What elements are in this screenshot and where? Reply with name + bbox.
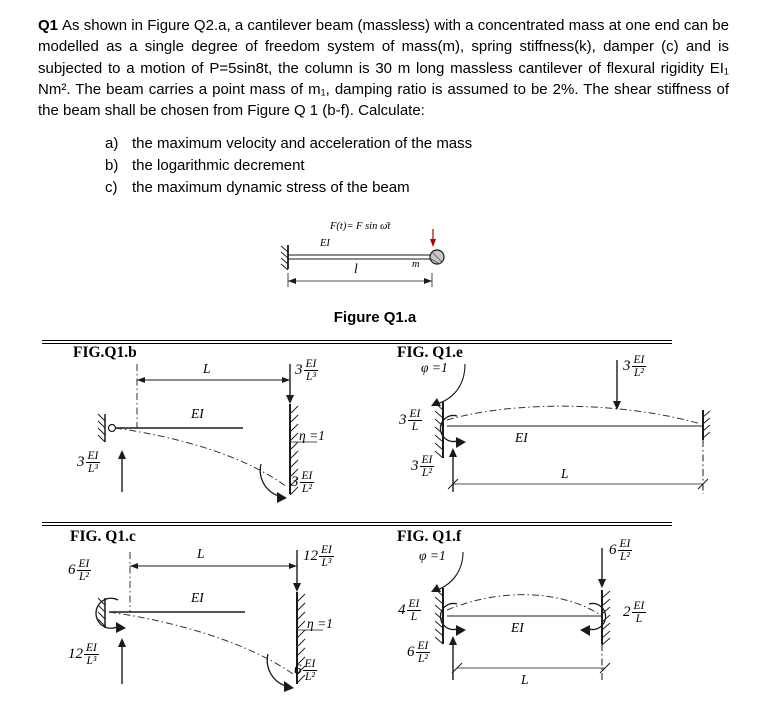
near-moment-arrow (440, 603, 466, 636)
reaction-label (407, 640, 430, 666)
figure-title: FIG. Q1.c (70, 527, 136, 545)
reaction-label (68, 642, 99, 668)
denominator: L² (620, 551, 630, 564)
figure-title: FIG. Q1.f (397, 527, 462, 545)
question-number: Q1 (38, 17, 59, 34)
denominator: L² (422, 467, 432, 480)
denominator: L² (634, 367, 644, 380)
denominator: L³ (321, 557, 332, 570)
fraction (632, 600, 647, 626)
list-item-label: c) (105, 178, 118, 196)
coefficient: 12 (303, 548, 318, 565)
fig-q1e-panel (395, 344, 755, 522)
tip-force-arrow (286, 364, 294, 404)
fig-q1e-diagram (395, 344, 755, 522)
left-support (435, 588, 443, 644)
question-paragraph (38, 15, 729, 121)
end-moment-arrow (267, 654, 294, 692)
denominator: L² (302, 483, 312, 496)
near-moment-label (398, 598, 421, 624)
unit-displacement-label: η =1 (299, 427, 325, 443)
coefficient: 6 (609, 542, 617, 559)
figure-row-2 (42, 526, 763, 726)
reaction-arrow (449, 448, 457, 492)
denominator: L² (418, 653, 428, 666)
list-item (105, 155, 763, 177)
coefficient: 3 (399, 412, 407, 429)
point-mass (430, 250, 444, 264)
coefficient: 6 (294, 662, 302, 679)
numerator: EI (408, 597, 420, 610)
force-function-label: F(t)= F sin ω̄t (330, 220, 391, 232)
reaction-arrow (118, 450, 126, 492)
tip-force-arrow (293, 550, 301, 592)
numerator: EI (417, 639, 429, 652)
fraction (86, 450, 101, 476)
figure-q1a-diagram (270, 220, 480, 305)
tip-force-arrow (598, 548, 606, 588)
numerator: EI (305, 357, 317, 370)
span-length-label: L (203, 360, 211, 376)
tip-force-label (609, 538, 632, 564)
fig-q1c-panel (65, 526, 395, 726)
dimension-line (452, 663, 610, 673)
deflection-curve (447, 594, 599, 613)
numerator: EI (304, 657, 316, 670)
force-arrow (430, 229, 436, 247)
denominator: L² (79, 571, 89, 584)
numerator: EI (301, 469, 313, 482)
reaction-arrow (449, 636, 457, 680)
list-item (105, 177, 763, 199)
end-moment-label (294, 658, 317, 684)
fig-q1f-diagram (395, 526, 755, 726)
numerator: EI (321, 543, 332, 556)
fraction (407, 598, 422, 624)
numerator: EI (78, 557, 90, 570)
coefficient: 3 (77, 454, 85, 471)
coefficient: 3 (295, 362, 303, 379)
denominator: L³ (86, 655, 97, 668)
fraction (304, 358, 319, 384)
moment-arrow (96, 598, 126, 633)
numerator: EI (619, 537, 631, 550)
list-item-text: the maximum dynamic stress of the beam (132, 178, 410, 196)
end-moment-label (291, 470, 314, 496)
tip-force-label (623, 354, 646, 380)
list-item-text: the logarithmic decrement (132, 157, 305, 175)
figure-title: FIG. Q1.e (397, 343, 463, 361)
fig-q1c-diagram (65, 526, 395, 726)
flexural-rigidity-label: EI (320, 237, 330, 249)
numerator: EI (633, 353, 645, 366)
fig-q1b-diagram (65, 344, 395, 522)
dimension-line (130, 563, 297, 569)
numerator: EI (633, 599, 645, 612)
fig-q1b-panel (65, 344, 395, 522)
denominator: L (635, 613, 643, 626)
fraction (632, 354, 647, 380)
pin-support (98, 414, 116, 442)
coefficient: 2 (623, 604, 631, 621)
moment-arrow (440, 415, 466, 448)
span-length-label: L (561, 465, 569, 481)
deflection-curve (109, 612, 293, 674)
moment-arrow (260, 464, 287, 503)
fig-q1f-panel (395, 526, 755, 726)
denominator: L³ (306, 371, 316, 384)
reaction-arrow (118, 638, 126, 684)
far-moment-label (623, 600, 646, 626)
beam-ei-label: EI (191, 405, 204, 421)
question-list (105, 133, 763, 198)
unit-rotation-label: φ =1 (421, 359, 448, 375)
beam-ei-label: EI (515, 429, 528, 445)
figure-q1a (270, 220, 480, 326)
span-length-label: L (521, 671, 529, 687)
numerator: EI (87, 449, 99, 462)
reaction-label (77, 450, 100, 476)
numerator: EI (421, 453, 433, 466)
coefficient: 6 (68, 562, 76, 579)
beam-ei-label: EI (511, 619, 524, 635)
left-support (435, 402, 443, 458)
fraction (84, 642, 99, 668)
numerator: EI (409, 407, 421, 420)
list-item-label: b) (105, 157, 119, 175)
wall-support (281, 245, 288, 270)
figure-caption: Figure Q1.a (333, 308, 417, 326)
coefficient: 3 (291, 474, 299, 491)
numerator: EI (86, 641, 97, 654)
beam-line (288, 255, 430, 259)
fraction (77, 558, 92, 584)
coefficient: 6 (407, 644, 415, 661)
list-item (105, 133, 763, 155)
coefficient: 3 (411, 458, 419, 475)
tip-force-label (295, 358, 318, 384)
near-moment-label (399, 408, 422, 434)
denominator: L² (305, 671, 315, 684)
mass-label: m (412, 258, 420, 270)
length-label: l (354, 260, 358, 276)
list-item-text: the maximum velocity and acceleration of the mass (132, 135, 473, 153)
unit-rotation-label: φ =1 (419, 547, 446, 563)
fraction (618, 538, 633, 564)
right-support (703, 410, 710, 494)
dimension-line (137, 377, 290, 383)
fraction (408, 408, 423, 434)
coefficient: 3 (623, 358, 631, 375)
fraction (416, 640, 431, 666)
coefficient: 12 (68, 646, 83, 663)
denominator: L (410, 611, 418, 624)
beam-ei-label: EI (191, 589, 204, 605)
dimension-line (288, 273, 432, 287)
question-text: As shown in Figure Q2.a, a cantilever beam (massless) with a concentrated mass at one end can be modelled as a single degree of freedom system of mass(m), spring stiffness(k), damper (c) and is subjected to a motion of P=5sin8t, the column is 30 m long massless cantilever of flexural rigidity EI₁ Nm². The beam carries a point mass of m₁, damping ratio is assumed to be 2%. The shear stiffness of the beam shall be chosen from Figure Q 1 (b-f). Calculate: (38, 17, 729, 120)
dimension-line (448, 479, 708, 489)
top-moment-label (68, 558, 91, 584)
denominator: L (411, 421, 419, 434)
deflection-curve (447, 406, 701, 424)
span-length-label: L (197, 545, 205, 561)
fraction (319, 544, 334, 570)
tip-force-label (303, 544, 334, 570)
cantilever-mass-diagram (270, 225, 480, 305)
unit-displacement-label: η =1 (307, 615, 333, 631)
reaction-label (411, 454, 434, 480)
fraction (300, 470, 315, 496)
fraction (303, 658, 318, 684)
fraction (420, 454, 435, 480)
tip-force-arrow (613, 360, 621, 410)
figure-table (42, 340, 763, 726)
coefficient: 4 (398, 602, 406, 619)
figure-row-1 (42, 344, 763, 522)
figure-title: FIG.Q1.b (73, 343, 137, 361)
denominator: L³ (88, 463, 98, 476)
list-item-label: a) (105, 135, 119, 153)
